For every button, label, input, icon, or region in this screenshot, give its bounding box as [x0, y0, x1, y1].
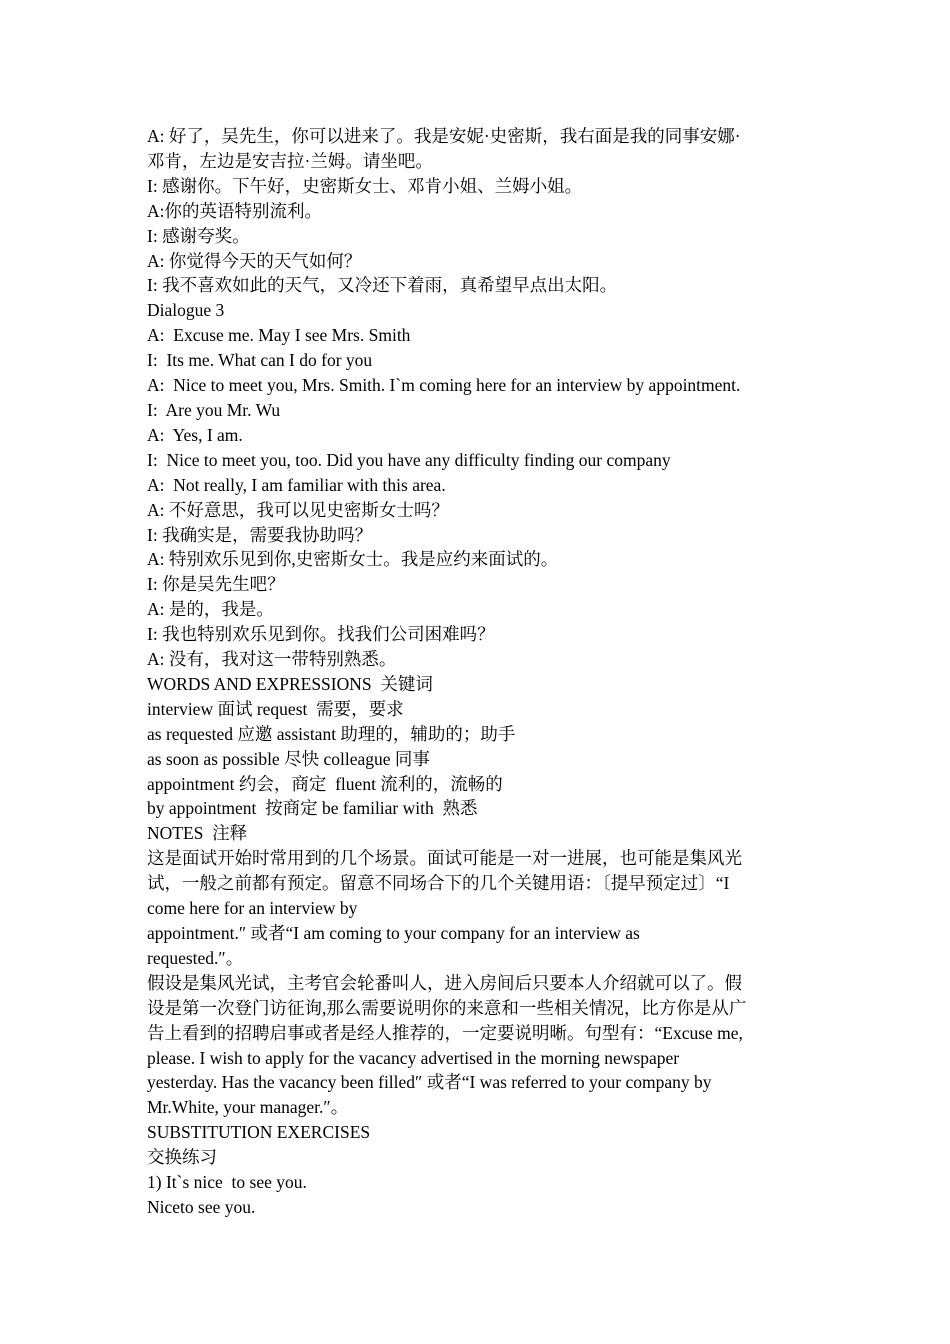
- vocab-line: by appointment 按商定 be familiar with 熟悉: [147, 798, 478, 819]
- text-line: yesterday. Has the vacancy been filled″ 或者“I was referred to your company by: [147, 1072, 712, 1093]
- text-line: please. I wish to apply for the vacancy advertised in the morning newspaper: [147, 1047, 680, 1068]
- text-line: A: Not really, I am familiar with this area.: [147, 474, 446, 495]
- text-line: 设是第一次登门访征询,那么需要说明你的来意和一些相关情况，比方你是从广: [147, 997, 747, 1018]
- exercise-line: Niceto see you.: [147, 1196, 256, 1217]
- text-line: A: 不好意思，我可以见史密斯女士吗？: [147, 499, 449, 520]
- text-line: appointment.″ 或者“I am coming to your company for an interview as: [147, 923, 640, 943]
- text-line: 试，一般之前都有预定。留意不同场合下的几个关键用语：〔提早预定过〕“I: [147, 873, 730, 894]
- text-line: A: 没有，我对这一带特别熟悉。: [147, 649, 397, 670]
- text-line: I: 感谢夸奖。: [147, 225, 250, 246]
- text-line: A:你的英语特别流利。: [147, 200, 322, 221]
- text-line: I: 我也特别欢乐见到你。找我们公司困难吗？: [147, 624, 495, 645]
- text-line: A: Yes, I am.: [147, 424, 243, 445]
- text-line: I: Nice to meet you, too. Did you have any difficulty finding our company: [147, 449, 671, 470]
- text-line: 假设是集风光试，主考官会轮番叫人，进入房间后只要本人介绍就可以了。假: [147, 972, 742, 993]
- text-line: 告上看到的招聘启事或者是经人推荐的，一定要说明晰。句型有：“Excuse me,: [147, 1022, 743, 1043]
- text-line: A: 你觉得今天的天气如何？: [147, 250, 362, 271]
- section-heading-dialogue-3: Dialogue 3: [147, 300, 225, 321]
- section-subheading: 交换练习: [147, 1147, 217, 1168]
- section-heading-words: WORDS AND EXPRESSIONS 关键词: [147, 673, 433, 694]
- text-line: 这是面试开始时常用到的几个场景。面试可能是一对一进展，也可能是集风光: [147, 848, 742, 869]
- text-line: I: 我确实是，需要我协助吗？: [147, 524, 373, 545]
- vocab-line: appointment 约会，商定 fluent 流利的，流畅的: [147, 773, 503, 794]
- vocab-line: interview 面试 request 需要，要求: [147, 698, 404, 719]
- text-line: come here for an interview by: [147, 898, 358, 919]
- text-line: A: 特别欢乐见到你,史密斯女士。我是应约来面试的。: [147, 549, 559, 570]
- vocab-line: as requested 应邀 assistant 助理的，辅助的；助手: [147, 723, 516, 744]
- text-line: A: 是的，我是。: [147, 599, 274, 620]
- text-line: Mr.White, your manager.″。: [147, 1097, 349, 1118]
- document-page: [147, 124, 807, 1220]
- text-line: I: 感谢你。下午好，史密斯女士、邓肯小姐、兰姆小姐。: [147, 175, 583, 196]
- text-line: requested.″。: [147, 947, 244, 968]
- text-line: A: Nice to meet you, Mrs. Smith. I`m coming here for an interview by appointment.: [147, 375, 741, 396]
- section-heading-notes: NOTES 注释: [147, 823, 248, 844]
- vocab-line: as soon as possible 尽快 colleague 同事: [147, 748, 430, 769]
- text-line: I: 你是吴先生吧？: [147, 574, 285, 595]
- exercise-line: 1) It`s nice to see you.: [147, 1172, 307, 1193]
- text-line: 邓肯，左边是安吉拉·兰姆。请坐吧。: [147, 150, 433, 171]
- text-line: I: 我不喜欢如此的天气，又冷还下着雨，真希望早点出太阳。: [147, 275, 618, 296]
- text-line: I: Its me. What can I do for you: [147, 350, 373, 371]
- text-line: A: 好了，吴先生，你可以进来了。我是安妮·史密斯，我右面是我的同事安娜·: [147, 126, 741, 146]
- text-line: A: Excuse me. May I see Mrs. Smith: [147, 325, 411, 346]
- text-line: I: Are you Mr. Wu: [147, 399, 281, 420]
- section-heading-substitution: SUBSTITUTION EXERCISES: [147, 1122, 371, 1143]
